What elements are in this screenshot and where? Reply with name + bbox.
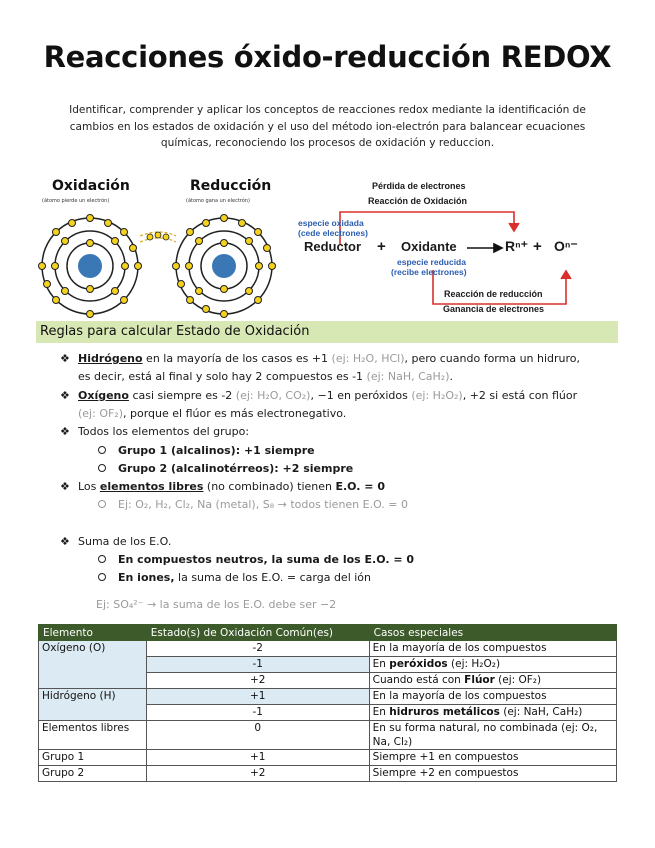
redox-diagram [0,170,655,318]
perdida-text: Pérdida de electrones [372,181,466,191]
rule-suma: ❖ Suma de los E.O. [60,535,172,548]
reduction-atom-icon [173,215,276,318]
reduccion-sub: (átomo gana un electrón) [186,198,250,204]
diamond-bullet-icon: ❖ [60,480,70,493]
rule-suma-neutros: En compuestos neutros, la suma de los E.O. = 0 [98,553,414,566]
cell-state: -1 [146,657,369,673]
cell-hidrogeno: Hidrógeno (H) [39,689,147,721]
oxidation-atom-icon [39,215,142,318]
cell-state: +1 [146,689,369,705]
rule-oxigeno-line2: (ej: OF₂), porque el flúor es más electronegativo. [78,407,347,420]
section-title: Reglas para calcular Estado de Oxidación [36,321,618,343]
oxidante-text: Oxidante [401,239,457,254]
diamond-bullet-icon: ❖ [60,352,70,365]
electron-transfer-icon [140,232,176,242]
rule-example: Ej: SO₄²⁻ → la suma de los E.O. debe ser −2 [96,598,337,611]
recibe-text: (recibe electrones) [391,267,467,277]
header-elemento: Elemento [39,625,147,641]
circle-bullet-icon [98,464,106,472]
especie-oxidada-text: especie oxidada [298,218,364,228]
table-row [39,689,617,705]
cell-case: En hidruros metálicos (ej: NaH, CaH₂) [369,705,616,721]
table-header-row [39,625,617,641]
rule-hidrogeno-line2: es decir, está al final y solo hay 2 compuestos es -1 (ej: NaH, CaH₂). [78,370,453,383]
reaccion-oxidacion-text: Reacción de Oxidación [368,196,468,206]
header-casos: Casos especiales [369,625,616,641]
cell-libres: Elementos libres [39,721,147,750]
plus-sign: + [377,238,386,255]
circle-bullet-icon [98,500,106,508]
cell-case: En su forma natural, no combinada (ej: O₂, Na, Cl₂) [369,721,616,750]
cell-state: +1 [146,750,369,766]
rule-elementos-libres: ❖ Los elementos libres (no combinado) tienen E.O. = 0 [60,480,385,493]
cell-state: 0 [146,721,369,750]
reaction-arrow-icon [467,244,502,252]
cell-grupo2: Grupo 2 [39,766,147,782]
cell-case: En la mayoría de los compuestos [369,689,616,705]
table-row [39,750,617,766]
reductor-text: Reductor [304,239,362,254]
rule-elementos-libres-ej: Ej: O₂, H₂, Cl₂, Na (metal), S₈ → todos tienen E.O. = 0 [98,498,408,511]
rule-grupos: ❖ Todos los elementos del grupo: [60,425,250,438]
plus-sign-2: + [533,238,542,255]
oxidation-states-table [38,624,617,782]
especie-reducida-text: especie reducida [397,257,466,267]
cell-state: +2 [146,673,369,689]
table-row [39,766,617,782]
oxidacion-sub: (átomo pierde un electrón) [42,198,110,204]
rule-hidrogeno: ❖ Hidrógeno en la mayoría de los casos es +1 (ej: H₂O, HCl), pero cuando forma un hidruro, [60,352,581,365]
diamond-bullet-icon: ❖ [60,425,70,438]
diamond-bullet-icon: ❖ [60,389,70,402]
header-estados: Estado(s) de Oxidación Común(es) [146,625,369,641]
table-row [39,721,617,750]
cell-state: +2 [146,766,369,782]
rule-grupo1: Grupo 1 (alcalinos): +1 siempre [98,444,315,457]
cell-case: Cuando está con Flúor (ej: OF₂) [369,673,616,689]
circle-bullet-icon [98,446,106,454]
rule-suma-iones: En iones, la suma de los E.O. = carga del ión [98,571,371,584]
cell-oxigeno: Oxígeno (O) [39,641,147,689]
intro-paragraph: Identificar, comprender y aplicar los conceptos de reacciones redox mediante la identificación de cambios en los estados de oxidación y el uso del método ion-electrón para balancear ecuaciones químicas, reconociendo los procesos de oxidación y reduccion. [69,104,586,149]
circle-bullet-icon [98,573,106,581]
r-cation-text: Rⁿ⁺ [505,238,529,254]
diamond-bullet-icon: ❖ [60,535,70,548]
cell-case: Siempre +1 en compuestos [369,750,616,766]
cell-case: Siempre +2 en compuestos [369,766,616,782]
cell-case: En la mayoría de los compuestos [369,641,616,657]
cell-state: -1 [146,705,369,721]
oxidacion-label: Oxidación [52,178,130,194]
rule-grupo2: Grupo 2 (alcalinotérreos): +2 siempre [98,462,353,475]
o-anion-text: Oⁿ⁻ [554,238,578,254]
rule-oxigeno: ❖ Oxígeno casi siempre es -2 (ej: H₂O, CO₂), −1 en peróxidos (ej: H₂O₂), +2 si está con flúor [60,389,578,402]
cell-grupo1: Grupo 1 [39,750,147,766]
reaccion-reduccion-text: Reacción de reducción [444,289,543,299]
cell-state: -2 [146,641,369,657]
table-row [39,641,617,657]
page-title: Reacciones óxido-reducción REDOX [43,40,612,74]
circle-bullet-icon [98,555,106,563]
ganancia-text: Ganancia de electrones [443,304,545,314]
reduccion-label: Reducción [190,178,272,194]
cede-text: (cede electrones) [298,228,368,238]
cell-case: En peróxidos (ej: H₂O₂) [369,657,616,673]
